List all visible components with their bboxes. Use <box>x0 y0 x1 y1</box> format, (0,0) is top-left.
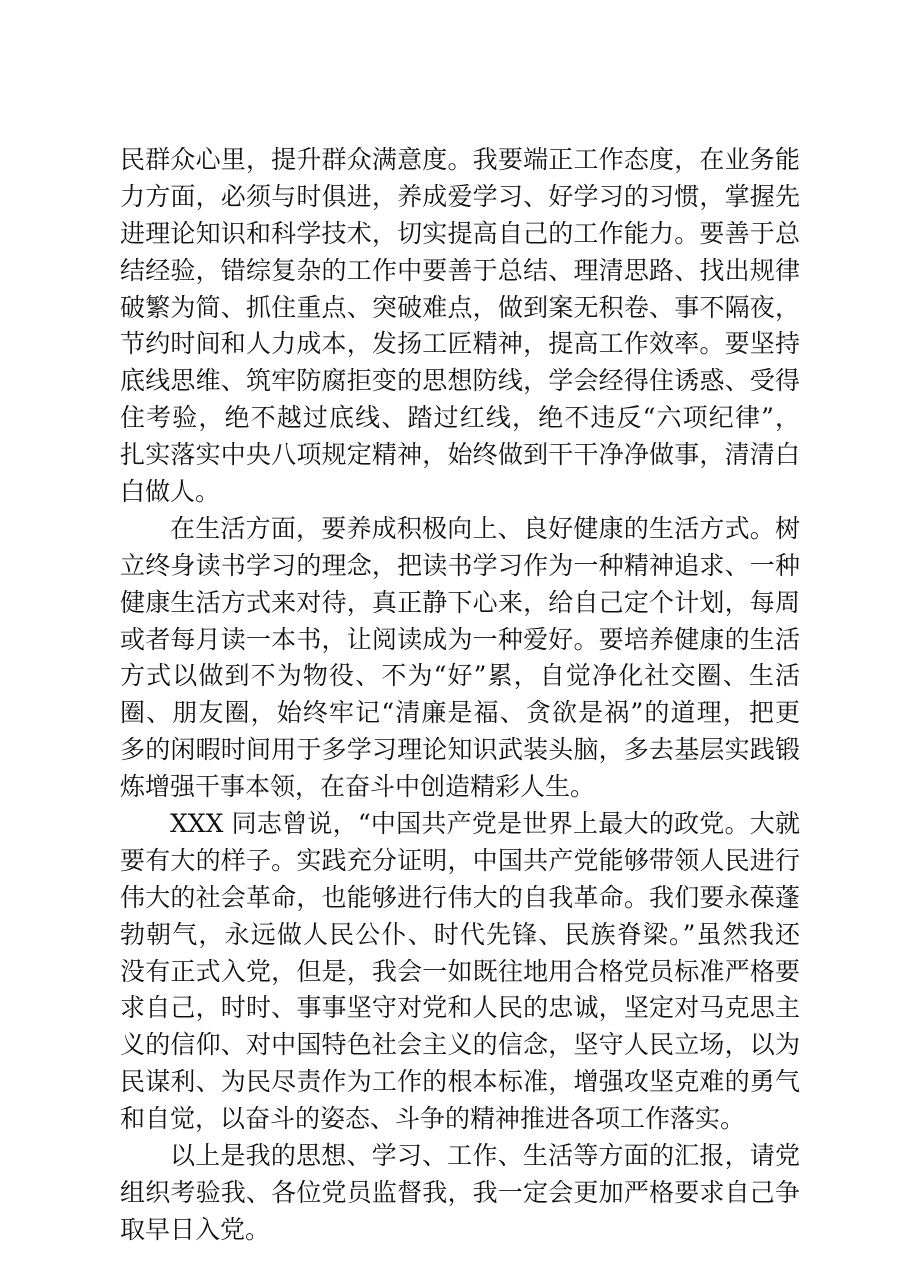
text-line: XXX 同志曾说，“中国共产党是世界上最大的政党。大就 <box>170 809 800 839</box>
text-line: 民群众心里，提升群众满意度。我要端正工作态度，在业务能 <box>120 145 800 174</box>
text-line: 力方面，必须与时俱进，养成爱学习、好学习的习惯，掌握先 <box>120 181 800 211</box>
text-line: 炼增强干事本领，在奋斗中创造精彩人生。 <box>120 772 596 802</box>
text-line: 方式以做到不为物役、不为“好”累，自觉净化社交圈、生活 <box>120 661 800 691</box>
text-line: 白做人。 <box>120 477 221 507</box>
text-line: 底线思维、筑牢防腐拒变的思想防线，学会经得住诱惑、受得 <box>120 366 800 396</box>
text-line: 求自己，时时、事事坚守对党和人民的忠诚，坚定对马克思主 <box>120 993 800 1023</box>
text-line: 住考验，绝不越过底线、踏过红线，绝不违反“六项纪律”， <box>120 403 800 433</box>
text-line: 扎实落实中央八项规定精神，始终做到干干净净做事，清清白 <box>120 440 800 470</box>
text-line: 圈、朋友圈，始终牢记“清廉是福、贪欲是祸”的道理，把更 <box>120 698 800 728</box>
text-line: 取早日入党。 <box>120 1214 271 1244</box>
text-line: 要有大的样子。实践充分证明，中国共产党能够带领人民进行 <box>120 845 800 875</box>
text-line: 健康生活方式来对待，真正静下心来，给自己定个计划，每周 <box>120 587 800 617</box>
text-line: 组织考验我、各位党员监督我，我一定会更加严格要求自己争 <box>120 1177 800 1207</box>
text-line: 结经验，错综复杂的工作中要善于总结、理清思路、找出规律 <box>120 255 800 285</box>
text-line: 伟大的社会革命，也能够进行伟大的自我革命。我们要永葆蓬 <box>120 882 800 912</box>
text-line: 多的闲暇时间用于多学习理论知识武装头脑，多去基层实践锻 <box>120 735 800 765</box>
text-line: 民谋利、为民尽责作为工作的根本标准，增强攻坚克难的勇气 <box>120 1067 800 1097</box>
text-line: 勃朝气，永远做人民公仆、时代先锋、民族脊梁。”虽然我还 <box>120 919 800 949</box>
text-line: 义的信仰、对中国特色社会主义的信念，坚守人民立场，以为 <box>120 1030 800 1060</box>
text-line: 没有正式入党，但是，我会一如既往地用合格党员标准严格要 <box>120 956 800 986</box>
text-line: 破繁为简、抓住重点、突破难点，做到案无积卷、事不隔夜， <box>120 292 800 322</box>
text-line: 以上是我的思想、学习、工作、生活等方面的汇报，请党 <box>170 1141 800 1171</box>
text-line: 或者每月读一本书，让阅读成为一种爱好。要培养健康的生活 <box>120 624 800 654</box>
text-line: 节约时间和人力成本，发扬工匠精神，提高工作效率。要坚持 <box>120 329 800 359</box>
text-line: 在生活方面，要养成积极向上、良好健康的生活方式。树 <box>170 513 800 543</box>
text-line: 立终身读书学习的理念，把读书学习作为一种精神追求、一种 <box>120 550 800 580</box>
document-body <box>120 142 800 1249</box>
text-line: 进理论知识和科学技术，切实提高自己的工作能力。要善于总 <box>120 218 800 248</box>
text-line: 和自觉，以奋斗的姿态、斗争的精神推进各项工作落实。 <box>120 1104 746 1134</box>
